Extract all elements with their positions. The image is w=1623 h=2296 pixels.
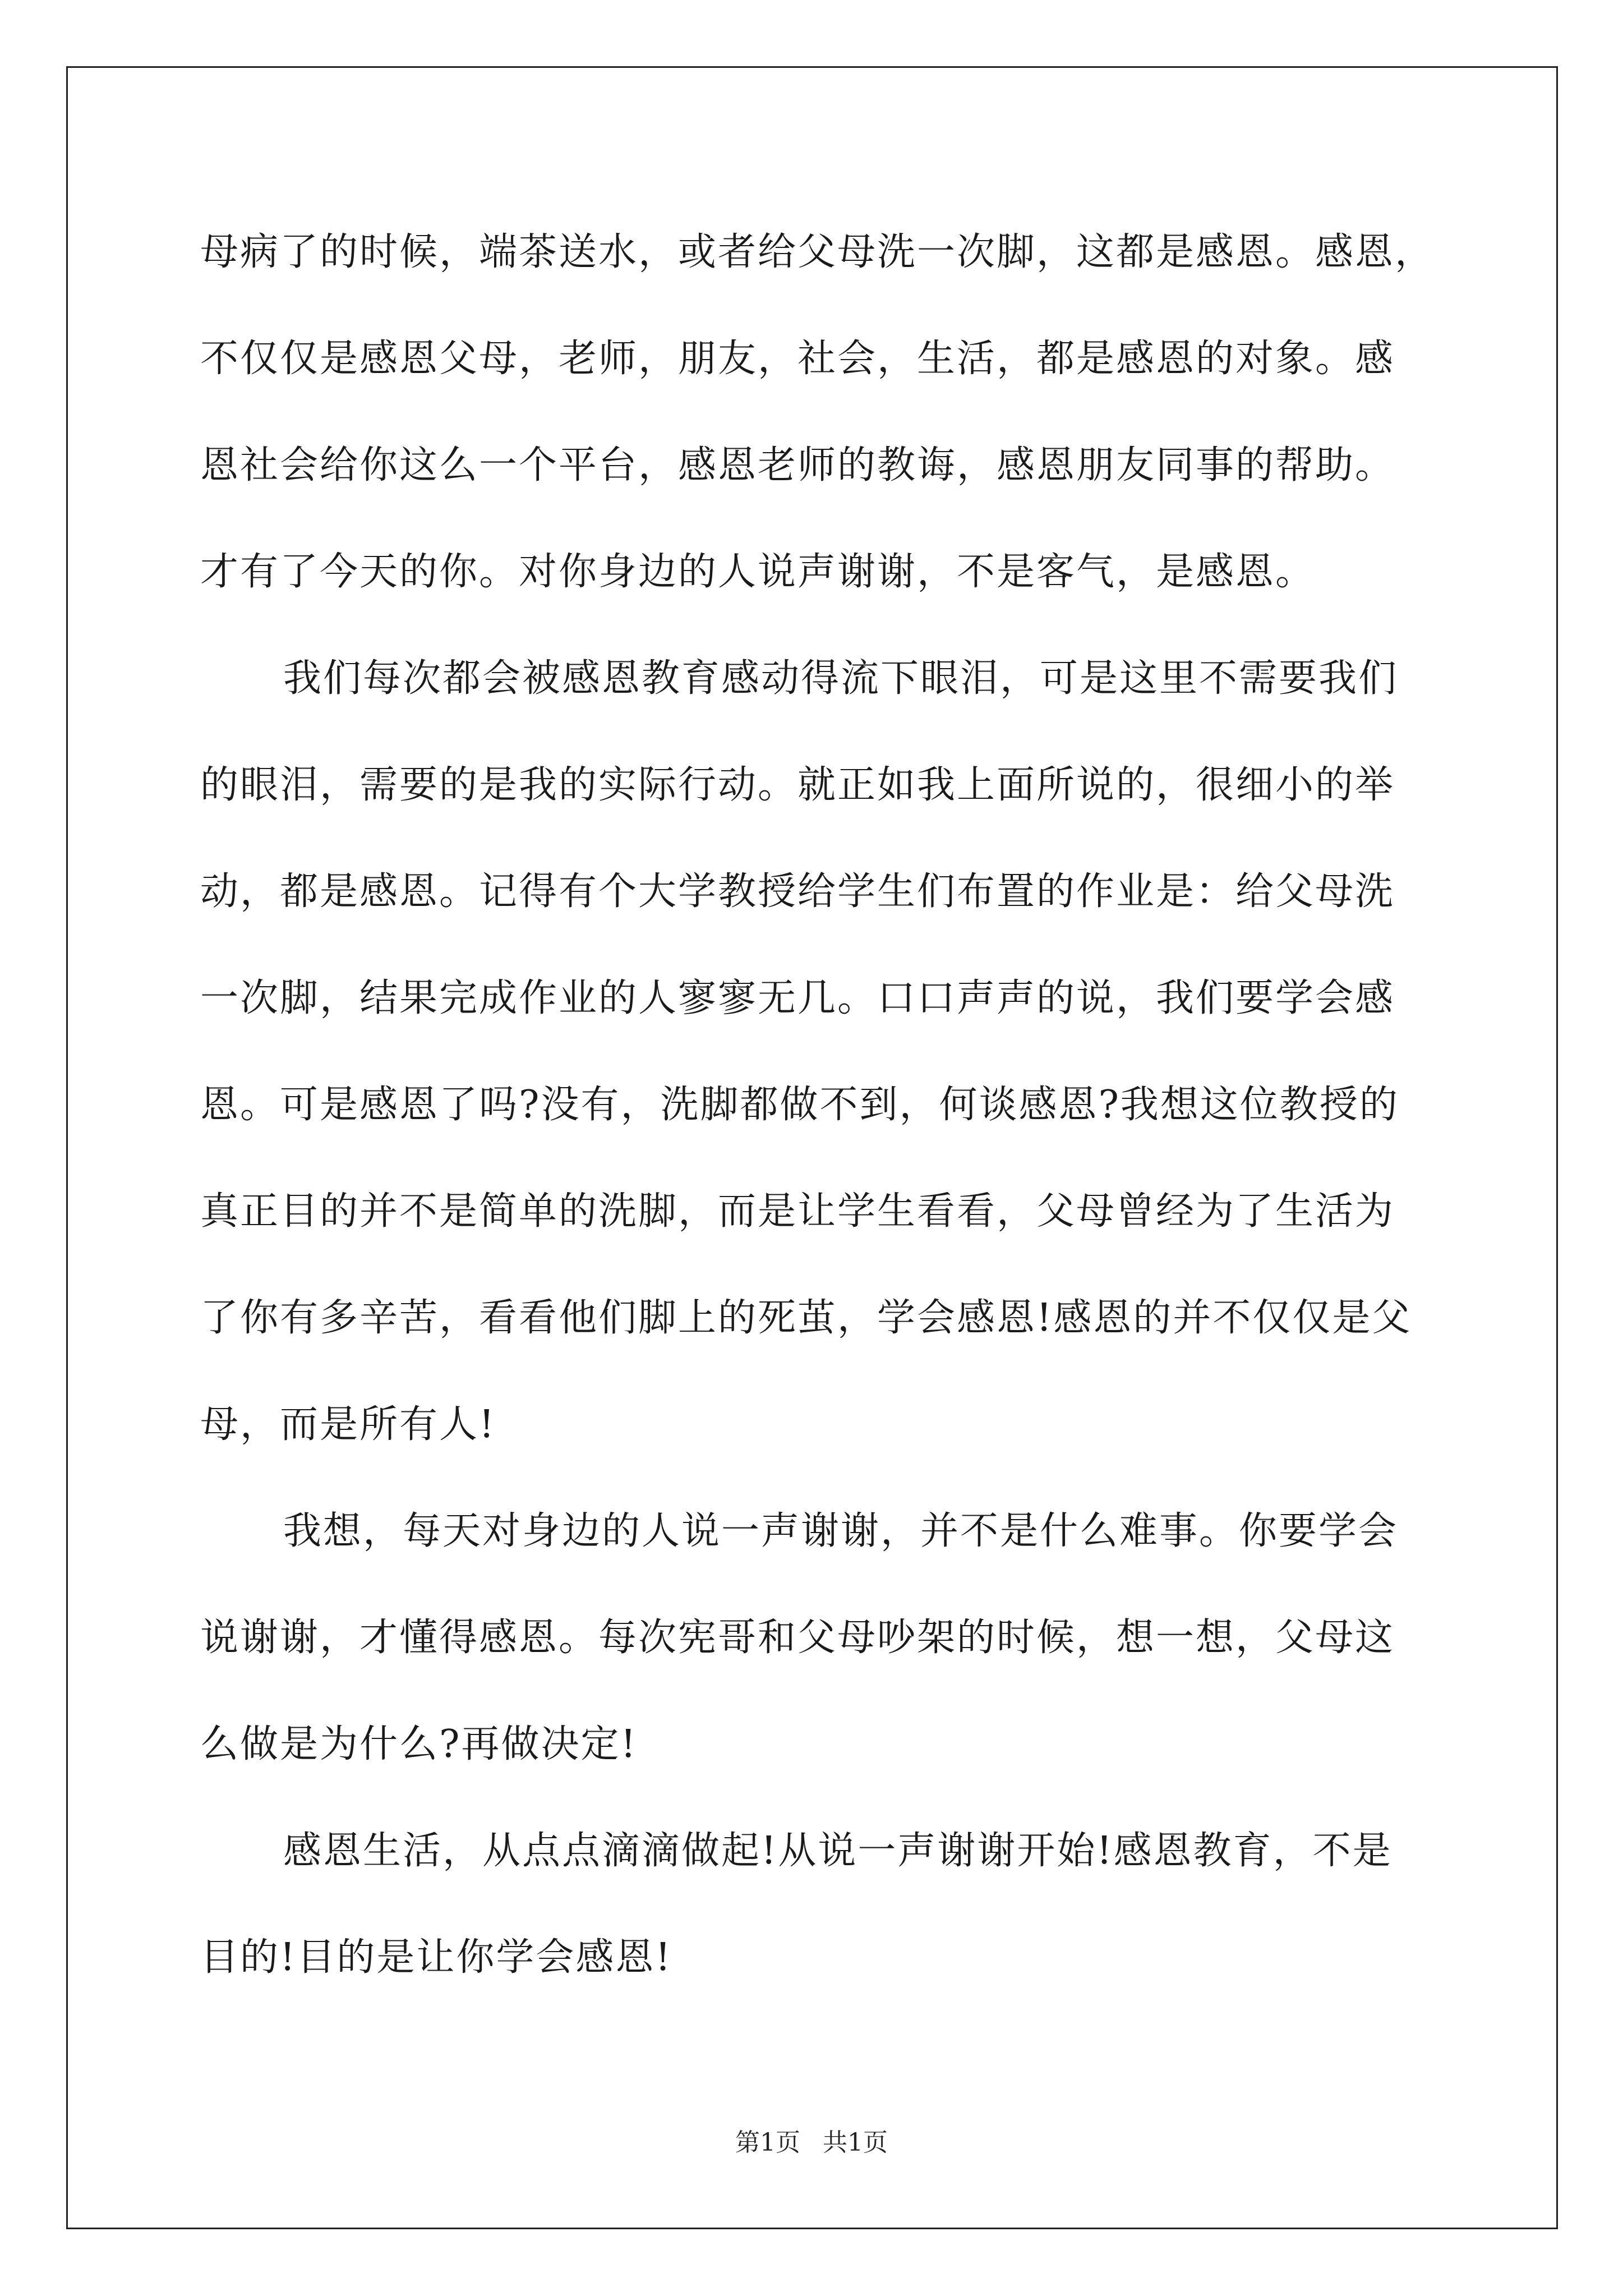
text-line: 母，而是所有人! xyxy=(200,1402,496,1447)
paragraph-4 xyxy=(200,1798,1434,2011)
page-footer xyxy=(0,2126,1623,2160)
text-line: 恩社会给你这么一个平台，感恩老师的教诲，感恩朋友同事的帮助。 xyxy=(200,443,1395,487)
text-line: 不仅仅是感恩父母，老师，朋友，社会，生活，都是感恩的对象。感 xyxy=(200,337,1395,381)
text-line: 么做是为什么?再做决定! xyxy=(200,1722,638,1766)
text-line: 感恩生活，从点点滴滴做起!从说一声谢谢开始!感恩教育，不是 xyxy=(283,1829,1393,1873)
text-line: 说谢谢，才懂得感恩。每次宪哥和父母吵架的时候，想一想，父母这 xyxy=(200,1616,1395,1660)
paragraph-2 xyxy=(200,625,1434,1478)
text-line: 我们每次都会被感恩教育感动得流下眼泪，可是这里不需要我们 xyxy=(283,656,1399,701)
paragraph-3 xyxy=(200,1478,1434,1798)
text-line: 了你有多辛苦，看看他们脚上的死茧，学会感恩!感恩的并不仅仅是父 xyxy=(200,1296,1412,1340)
paragraph-1 xyxy=(200,199,1434,625)
document-body xyxy=(200,199,1434,2011)
page-number: 第1页 xyxy=(735,2128,800,2157)
text-line: 我想，每天对身边的人说一声谢谢，并不是什么难事。你要学会 xyxy=(283,1509,1399,1553)
text-line: 动，都是感恩。记得有个大学教授给学生们布置的作业是：给父母洗 xyxy=(200,869,1395,914)
text-line: 恩。可是感恩了吗?没有，洗脚都做不到，何谈感恩?我想这位教授的 xyxy=(200,1083,1399,1127)
page-total: 共1页 xyxy=(823,2128,888,2157)
text-line: 一次脚，结果完成作业的人寥寥无几。口口声声的说，我们要学会感 xyxy=(200,976,1395,1020)
text-line: 真正目的并不是简单的洗脚，而是让学生看看，父母曾经为了生活为 xyxy=(200,1189,1395,1234)
text-line: 的眼泪，需要的是我的实际行动。就正如我上面所说的，很细小的举 xyxy=(200,763,1395,807)
text-line: 才有了今天的你。对你身边的人说声谢谢，不是客气，是感恩。 xyxy=(200,550,1316,594)
text-line: 目的!目的是让你学会感恩! xyxy=(200,1935,672,1980)
text-line: 母病了的时候，端茶送水，或者给父母洗一次脚，这都是感恩。感恩， xyxy=(200,230,1435,274)
